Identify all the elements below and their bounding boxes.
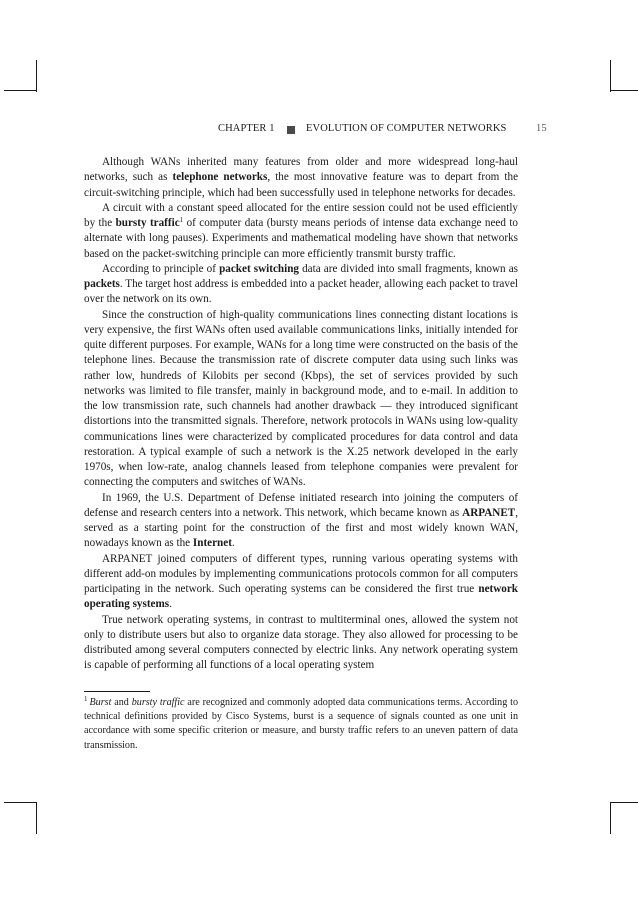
paragraph [84, 262, 518, 308]
crop-mark [36, 60, 37, 92]
text-run: , the most innovative feature was to depart from the circuit-switching principle, which had been successfully used in telephone networks for decades. [84, 171, 519, 199]
paragraph [84, 201, 518, 262]
text-run: Since the construction of high-quality communications lines connecting distant locations is very expensive, the first WANs often used available communications links, initially intended for quite different purposes. For example, WANs for a long time were constructed on the basis of the telephone lines. Because the transmission rate of discrete computer data using such links was rather low, hundreds of Kilobits per second (Kbps), the set of services provided by such networks was limited to file transfer, mainly in background mode, and to e-mail. In addition to the low transmission rate, such channels had another drawback — they introduced significant distortions into the transmitted signals. Therefore, network protocols in WANs using low-quality communications lines were characterized by complicated procedures for data control and data restoration. A typical example of such a network is the X.25 network developed in the early 1970s, when low-rate, analog channels leased from telephone companies were prevalent for connecting the computers and switches of WANs. [84, 308, 518, 489]
paragraph [84, 491, 518, 552]
footnote-text [84, 696, 518, 753]
bold-term: packet switching [219, 262, 299, 275]
bold-term: telephone networks [172, 171, 268, 184]
section-title: EVOLUTION OF COMPUTER NETWORKS [306, 123, 507, 134]
italic-term: Burst [89, 697, 112, 708]
bold-term: ARPANET [462, 506, 516, 519]
text-run: Although WANs inherited many features from older and more widespread long-haul networks, such as [84, 156, 518, 184]
running-header [0, 123, 638, 137]
text-run: , served as a starting point for the construction of the first and most widely known WAN, nowadays known as the [84, 506, 518, 550]
crop-mark [610, 90, 638, 91]
text-run: True network operating systems, in contrast to multiterminal ones, allowed the system not only to distribute users but also to organize data storage. They also allowed for processing to be distributed among several computers connected by electric links. Any network operating system is capable of performing all functions of a local operating system [84, 613, 518, 672]
footnote-ref: 1 [179, 216, 184, 224]
crop-mark [4, 90, 36, 91]
footnote [84, 696, 518, 753]
bold-term: bursty traffic [115, 217, 180, 229]
text-run: In 1969, the U.S. Department of Defense initiated research into joining the computers of defense and research centers into a network. This network, which became known as [84, 491, 518, 519]
bold-term: Internet [192, 537, 232, 550]
text-run: A circuit with a constant speed allocated for the entire session could not be used efficiently by the [84, 201, 518, 229]
paragraph [84, 613, 518, 674]
text-run: . The target host address is embedded into a packet header, allowing each packet to travel over the network on its own. [84, 278, 518, 306]
paragraph [84, 155, 518, 201]
bold-term: network operating systems [84, 583, 518, 611]
crop-mark [610, 802, 638, 803]
body-text [84, 155, 518, 674]
text-run: According to principle of [102, 262, 220, 275]
footnote-rule [84, 691, 150, 692]
text-run: . [169, 598, 172, 611]
paragraph [84, 308, 518, 491]
text-run: and [111, 697, 132, 708]
crop-mark [36, 802, 37, 834]
italic-term: bursty traffic [131, 697, 185, 708]
crop-mark [4, 802, 36, 803]
chapter-label: CHAPTER 1 [218, 123, 275, 134]
filled-square-icon [287, 126, 295, 134]
footnote-ref: 1 [84, 695, 88, 703]
page-number: 15 [536, 123, 547, 134]
text-run: are recognized and commonly adopted data communications terms. According to technical definitions provided by Cisco Systems, burst is a sequence of signals counted as one unit in accordance with some specific criterion or measure, and bursty traffic refers to an uneven pattern of data transmission. [84, 697, 519, 751]
paragraph [84, 552, 518, 613]
text-run: data are divided into small fragments, known as [298, 262, 518, 275]
text-run: of computer data (bursty means periods of intense data exchange need to alternate with long pauses). Experiments and mathematical modeling have shown that networks based on the packet-switching principle can more efficiently transmit bursty traffic. [84, 217, 519, 260]
text-run: . [231, 537, 235, 550]
crop-mark [610, 60, 611, 92]
text-run: ARPANET joined computers of different types, running various operating systems with different add-on modules by implementing communications protocols common for all computers participating in the network. Such operating systems can be considered the first true [84, 552, 518, 595]
bold-term: packets [84, 278, 120, 290]
crop-mark [610, 802, 611, 834]
